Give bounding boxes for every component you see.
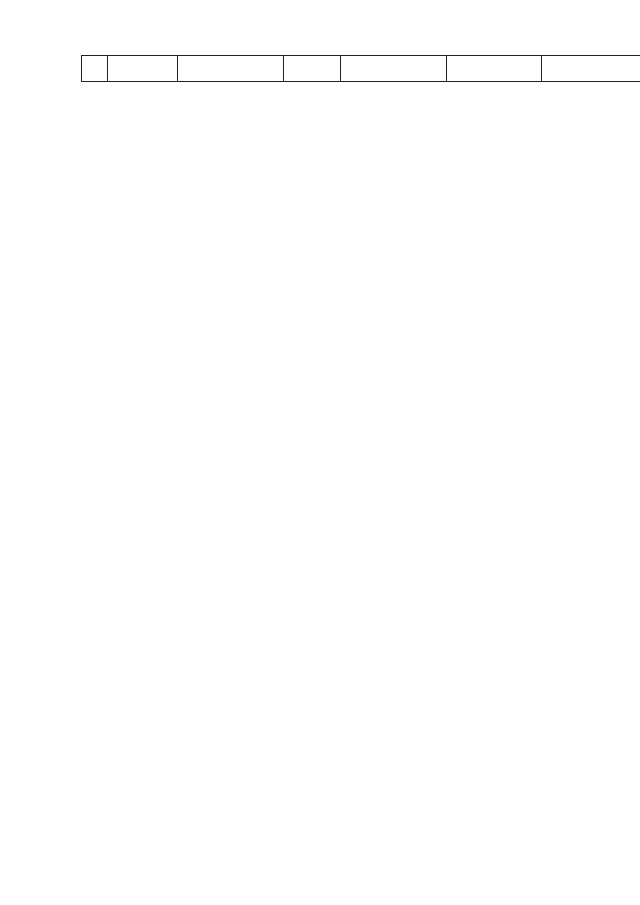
cell-value-1 — [447, 56, 542, 82]
cell-floors — [284, 56, 341, 82]
cell-object — [178, 56, 284, 82]
tariff-table — [81, 55, 640, 82]
cell-work — [341, 56, 447, 82]
cell-code — [108, 56, 178, 82]
cell-value-2 — [542, 56, 640, 82]
cell-index — [82, 56, 108, 82]
table-row-continuation — [82, 56, 640, 82]
